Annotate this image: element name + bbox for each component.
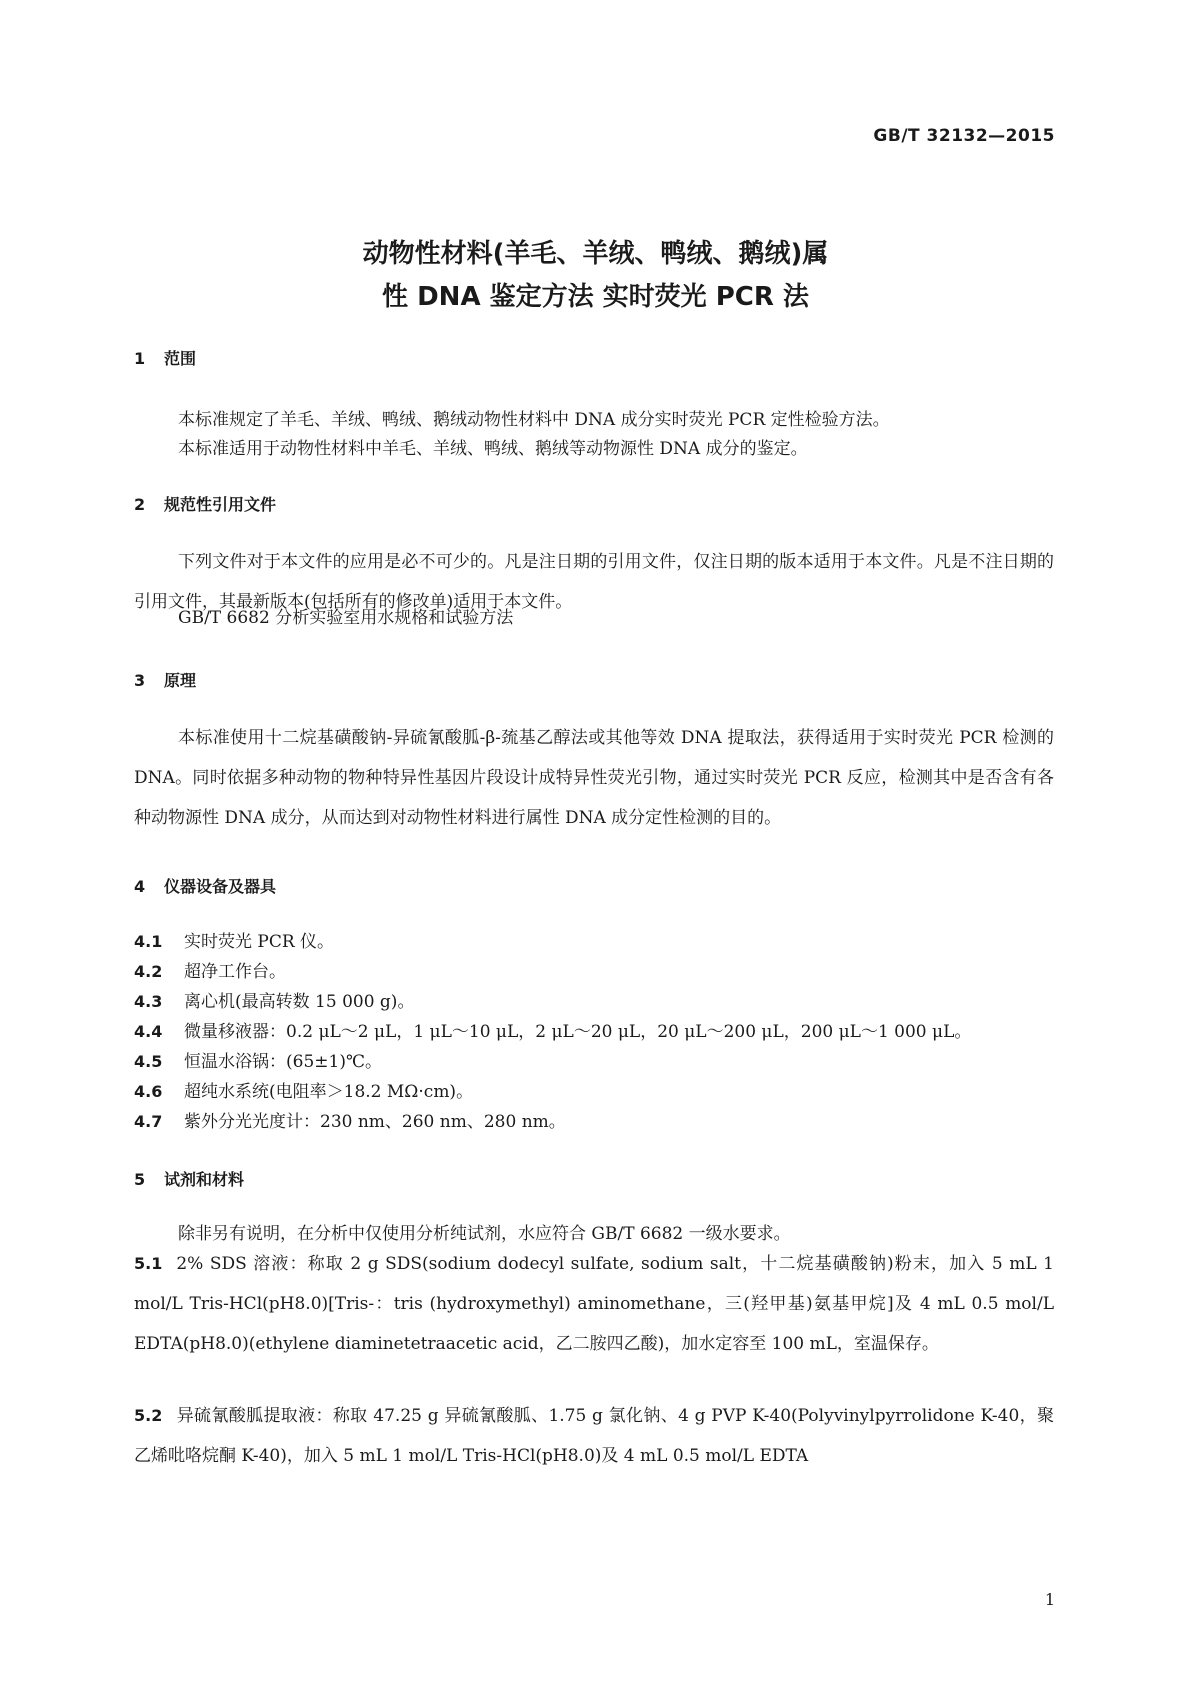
item-number: 4.4	[134, 1022, 163, 1041]
section-title: 规范性引用文件	[164, 495, 277, 514]
scope-paragraph-1: 本标准规定了羊毛、羊绒、鸭绒、鹅绒动物性材料中 DNA 成分实时荧光 PCR 定性检验方法。	[178, 410, 890, 430]
page-number: 1	[1044, 1590, 1055, 1609]
item-number: 4.3	[134, 992, 163, 1011]
instrument-item	[134, 932, 1054, 952]
section-title: 试剂和材料	[164, 1170, 245, 1189]
reagents-intro: 除非另有说明，在分析中仅使用分析纯试剂，水应符合 GB/T 6682 一级水要求。	[178, 1224, 791, 1244]
instrument-item	[134, 1112, 1054, 1132]
section-heading-instruments	[134, 874, 276, 897]
item-number: 5.1	[134, 1254, 163, 1273]
item-text: 超净工作台。	[184, 962, 286, 982]
references-paragraph: 下列文件对于本文件的应用是必不可少的。凡是注日期的引用文件，仅注日期的版本适用于本文件。凡是不注日期的引用文件，其最新版本(包括所有的修改单)适用于本文件。	[134, 552, 1054, 612]
section-title: 仪器设备及器具	[164, 877, 277, 896]
instrument-item	[134, 962, 1054, 982]
section-number: 4	[134, 877, 146, 896]
item-text: 紫外分光光度计：230 nm、260 nm、280 nm。	[184, 1112, 566, 1132]
instrument-item	[134, 1022, 1054, 1042]
item-text: 微量移液器：0.2 μL～2 μL，1 μL～10 μL，2 μL～20 μL，20 μL～200 μL，200 μL～1 000 μL。	[184, 1022, 972, 1042]
item-number: 5.2	[134, 1406, 163, 1425]
document-title-line2: 性 DNA 鉴定方法 实时荧光 PCR 法	[382, 282, 809, 312]
item-number: 4.1	[134, 932, 163, 951]
instrument-item	[134, 992, 1054, 1012]
item-number: 4.5	[134, 1052, 163, 1071]
principle-paragraph: 本标准使用十二烷基磺酸钠-异硫氰酸胍-β-巯基乙醇法或其他等效 DNA 提取法，获得适用于实时荧光 PCR 检测的 DNA。同时依据多种动物的物种特异性基因片段设计成特异性荧光引物，通过实时荧光 PCR 反应，检测其中是否含有各种动物源性 DNA 成分，从而达到对动物性材料进行属性 DNA 成分定性检测的目的。	[134, 728, 1054, 828]
reference-item: GB/T 6682 分析实验室用水规格和试验方法	[178, 608, 514, 628]
section-heading-reagents	[134, 1167, 244, 1190]
section-title: 范围	[164, 349, 197, 368]
section-title: 原理	[164, 671, 197, 690]
item-number: 4.6	[134, 1082, 163, 1101]
section-number: 3	[134, 671, 146, 690]
scope-paragraph-2: 本标准适用于动物性材料中羊毛、羊绒、鸭绒、鹅绒等动物源性 DNA 成分的鉴定。	[178, 439, 808, 459]
item-text: 恒温水浴锅：(65±1)℃。	[184, 1052, 382, 1072]
section-heading-principle	[134, 668, 196, 691]
section-number: 2	[134, 495, 146, 514]
reagent-item	[134, 1244, 1054, 1364]
item-text: 实时荧光 PCR 仪。	[184, 932, 335, 952]
instrument-item	[134, 1082, 1054, 1102]
reagent-item	[134, 1396, 1054, 1476]
section-number: 5	[134, 1170, 146, 1189]
section-number: 1	[134, 349, 146, 368]
instrument-item	[134, 1052, 1054, 1072]
section-heading-scope	[134, 346, 196, 369]
item-text: 超纯水系统(电阻率＞18.2 MΩ·cm)。	[184, 1082, 474, 1102]
document-title-line1: 动物性材料(羊毛、羊绒、鸭绒、鹅绒)属	[362, 239, 829, 269]
item-number: 4.2	[134, 962, 163, 981]
standard-number: GB/T 32132—2015	[873, 126, 1055, 146]
item-text: 2% SDS 溶液：称取 2 g SDS(sodium dodecyl sulfate, sodium salt，十二烷基磺酸钠)粉末，加入 5 mL 1 mol/L Tris-HCl(pH8.0)[Tris-：tris (hydroxymethyl) aminomethane，三(羟甲基)氨基甲烷]及 4 mL 0.5 mol/L EDTA(pH8.0)(ethylene diaminetetraacetic acid，乙二胺四乙酸)，加水定容至 100 mL，室温保存。	[134, 1254, 1054, 1354]
item-number: 4.7	[134, 1112, 163, 1131]
item-text: 离心机(最高转数 15 000 g)。	[184, 992, 415, 1012]
item-text: 异硫氰酸胍提取液：称取 47.25 g 异硫氰酸胍、1.75 g 氯化钠、4 g PVP K-40(Polyvinylpyrrolidone K-40，聚乙烯吡咯烷酮 K-40)，加入 5 mL 1 mol/L Tris-HCl(pH8.0)及 4 mL 0.5 mol/L EDTA	[134, 1406, 1054, 1466]
section-heading-references	[134, 492, 276, 515]
